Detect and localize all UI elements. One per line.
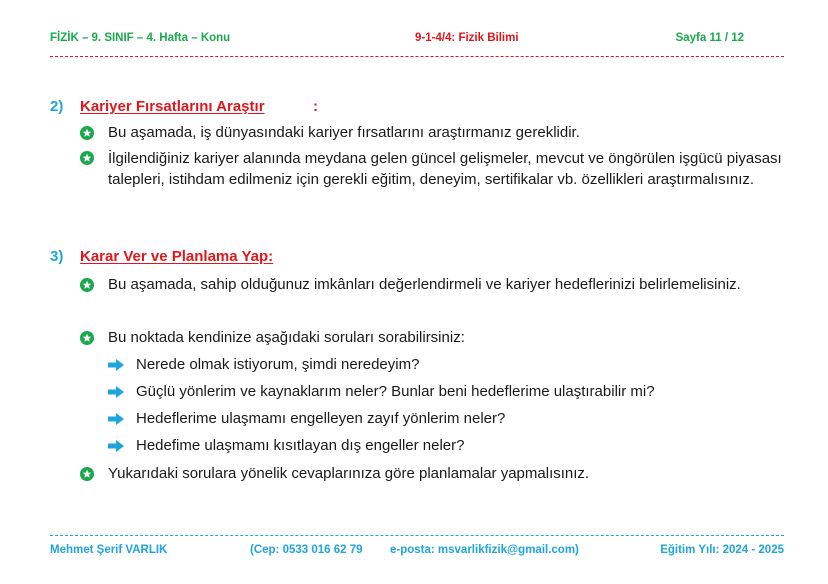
section-title	[80, 98, 265, 115]
header-course-label: FİZİK – 9. SINIF – 4. Hafta – Konu	[50, 32, 231, 44]
list-item-text: Bu aşamada, iş dünyasındaki kariyer fırsatlarını araştırmanız gereklidir.	[108, 124, 580, 141]
header-page-number: Sayfa 11 / 12	[675, 32, 744, 44]
blue-arrow-right-icon	[108, 413, 124, 425]
green-circle-star-icon	[80, 126, 94, 140]
footer-author: Mehmet Şerif VARLIK	[50, 544, 168, 556]
page-header	[50, 32, 784, 50]
list-item-text: Bu aşamada, sahip olduğunuz imkânları değerlendirmeli ve kariyer hedeflerinizi belirlemelisiniz.	[108, 276, 741, 293]
sub-list-item	[108, 382, 788, 402]
section-number: 2)	[50, 98, 64, 115]
footer-divider	[50, 535, 784, 536]
section-number: 3)	[50, 248, 64, 265]
list-item-text: Yukarıdaki sorulara yönelik cevaplarınıza göre planlamalar yapmalısınız.	[108, 465, 590, 482]
blue-arrow-right-icon	[108, 386, 124, 398]
page-footer	[50, 544, 784, 562]
list-item	[80, 328, 790, 348]
header-divider	[50, 56, 784, 57]
blue-arrow-right-icon	[108, 440, 124, 452]
section-title: Karar Ver ve Planlama Yap:	[80, 248, 274, 265]
green-circle-star-icon	[80, 467, 94, 481]
sub-list-item	[108, 436, 788, 456]
section-title-text: Kariyer Fırsatlarını Araştır	[80, 98, 265, 115]
sub-list-item-text: Güçlü yönlerim ve kaynaklarım neler? Bunlar beni hedeflerime ulaştırabilir mi?	[136, 383, 655, 400]
sub-list-item-text: Nerede olmak istiyorum, şimdi neredeyim?	[136, 356, 420, 373]
sub-list-item-text: Hedeflerime ulaşmamı engelleyen zayıf yönlerim neler?	[136, 410, 506, 427]
list-item	[80, 123, 790, 143]
blue-arrow-right-icon	[108, 359, 124, 371]
green-circle-star-icon	[80, 278, 94, 292]
footer-school-year: Eğitim Yılı: 2024 - 2025	[660, 544, 784, 556]
list-item	[80, 275, 790, 295]
list-item-text: Bu noktada kendinize aşağıdaki soruları sorabilirsiniz:	[108, 329, 465, 346]
list-item-text: İlgilendiğiniz kariyer alanında meydana gelen güncel gelişmeler, mevcut ve öngörülen işgücü piyasası talepleri, istihdam edilmeniz için gerekli eğitim, deneyim, sertifikalar vb. özellikleri araştırmalısınız.	[108, 150, 782, 188]
green-circle-star-icon	[80, 331, 94, 345]
sub-list-item	[108, 355, 788, 375]
sub-list-item	[108, 409, 788, 429]
footer-phone: (Cep: 0533 016 62 79	[250, 544, 363, 556]
list-item	[80, 464, 790, 484]
section-title-colon: :	[313, 98, 318, 115]
header-topic-code: 9-1-4/4: Fizik Bilimi	[415, 32, 519, 44]
list-item	[80, 148, 790, 190]
footer-email: e-posta: msvarlikfizik@gmail.com)	[390, 544, 579, 556]
green-circle-star-icon	[80, 151, 94, 165]
sub-list-item-text: Hedefime ulaşmamı kısıtlayan dış engeller neler?	[136, 437, 465, 454]
